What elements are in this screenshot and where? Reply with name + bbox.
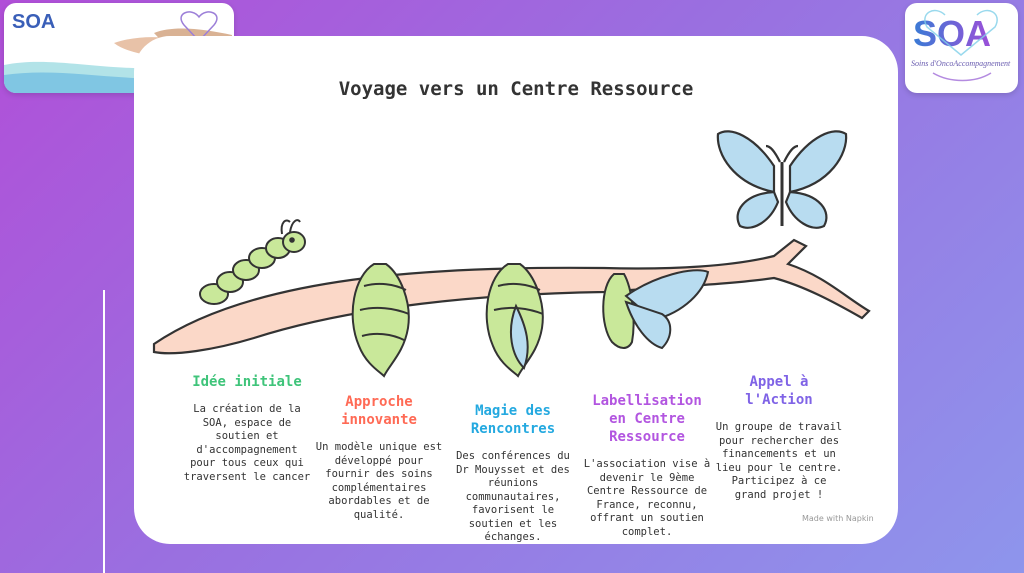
logo-heart-hands-icon <box>905 3 1018 93</box>
step-4-text: L'association vise à devenir le 9ème Centre Ressource de France, reconnu, offrant un soutien complet. <box>583 458 711 538</box>
butterfly-icon <box>718 131 846 227</box>
step-1 <box>182 373 312 484</box>
step-2-title: Approche innovante <box>341 394 417 428</box>
journey-card <box>134 36 898 544</box>
step-5 <box>714 373 844 502</box>
step-1-text: La création de la SOA, espace de soutien et d'accompagnement pour tous ceux qui traversent le cancer <box>183 403 311 483</box>
chrysalis-wings-icon <box>487 264 543 376</box>
step-5-text: Un groupe de travail pour rechercher des financements et un lieu pour le centre. Participez à ce grand projet ! <box>715 421 843 501</box>
watermark: Made with Napkin <box>802 514 874 523</box>
step-4-title: Labellisation en Centre Ressource <box>592 393 702 445</box>
step-4 <box>582 392 712 539</box>
emerging-butterfly-icon <box>603 270 708 348</box>
step-1-title: Idée initiale <box>192 374 302 390</box>
page-title: Voyage vers un Centre Ressource <box>338 78 694 100</box>
metamorphosis-illustration <box>134 106 898 386</box>
step-3-text: Des conférences du Dr Mouysset et des réunions communautaires, favorisent le soutien et les échanges. <box>456 450 570 543</box>
step-3 <box>448 402 578 545</box>
logo-left-text: SOA <box>12 11 56 33</box>
step-5-title: Appel à l'Action <box>745 374 813 408</box>
step-2-text: Un modèle unique est développé pour fournir des soins complémentaires abordables et de qualité. <box>315 441 443 521</box>
logo-right <box>905 3 1018 93</box>
chrysalis-icon <box>353 264 409 376</box>
decorative-line <box>103 290 105 573</box>
logo-right-subtitle: Soins d'OncoAccompagnement <box>911 59 1011 68</box>
step-3-title: Magie des Rencontres <box>470 403 556 437</box>
step-2 <box>314 393 444 522</box>
logo-right-text: SOA <box>913 13 992 54</box>
